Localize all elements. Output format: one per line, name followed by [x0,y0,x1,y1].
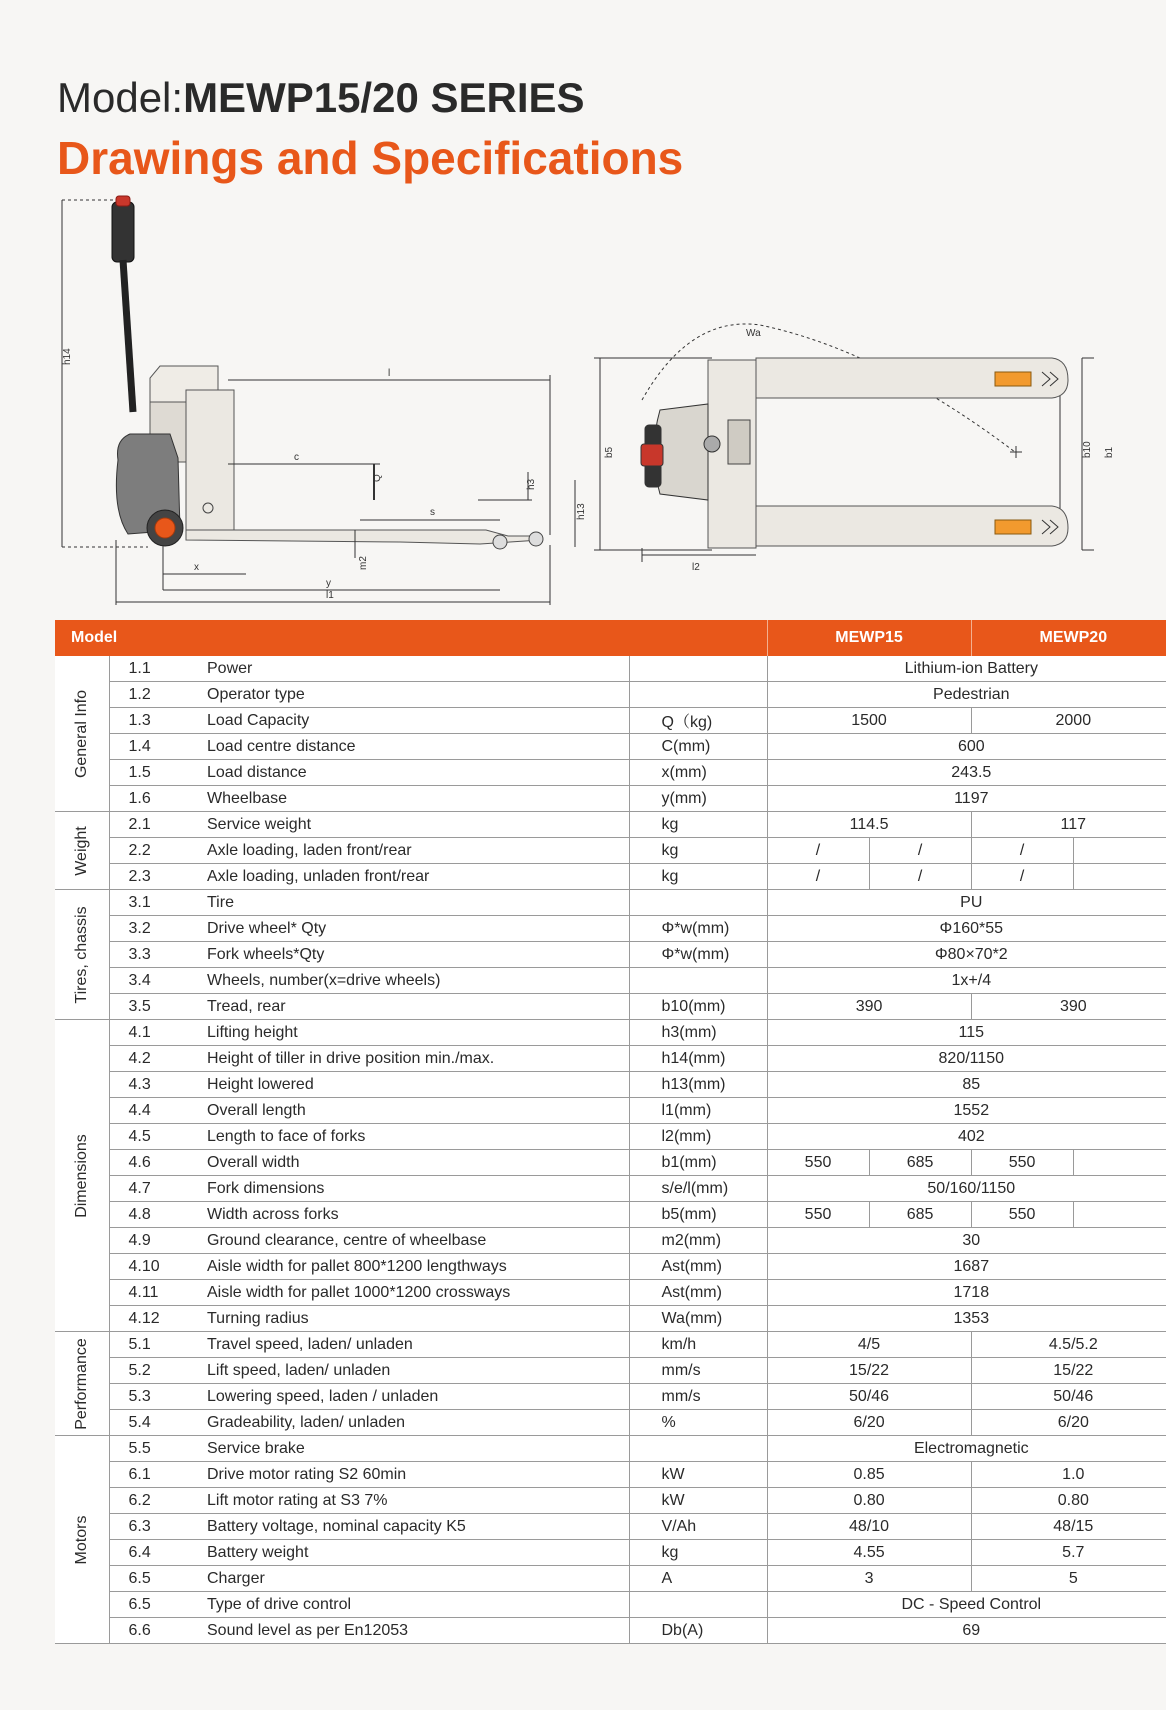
row-item: Turning radius [207,1306,629,1332]
row-number: 1.3 [109,708,207,734]
row-value: / [869,838,971,864]
row-value: 15/22 [767,1358,971,1384]
group-label-text: Performance [72,1337,90,1430]
row-unit: km/h [629,1332,767,1358]
row-item: Service weight [207,812,629,838]
row-unit: h13(mm) [629,1072,767,1098]
row-unit: Φ*w(mm) [629,916,767,942]
spec-row [55,1566,1166,1592]
row-number: 4.7 [109,1176,207,1202]
row-value: 1687 [767,1254,1166,1280]
spec-row [55,682,1166,708]
row-value [1073,838,1166,864]
row-item: Axle loading, laden front/rear [207,838,629,864]
row-value: 114.5 [767,812,971,838]
row-unit: kg [629,1540,767,1566]
spec-row [55,1306,1166,1332]
group-label-text: Tires, chassis [72,905,90,1004]
page-header [57,72,683,186]
side-view-drawing [62,196,575,605]
row-number: 3.1 [109,890,207,916]
row-unit: Db(A) [629,1618,767,1644]
group-label-text: General Info [72,689,90,778]
row-value: Electromagnetic [767,1436,1166,1462]
row-number: 6.2 [109,1488,207,1514]
row-item: Lift motor rating at S3 7% [207,1488,629,1514]
row-value [1073,1202,1166,1228]
spec-row [55,1540,1166,1566]
row-unit: l1(mm) [629,1098,767,1124]
row-item: Service brake [207,1436,629,1462]
spec-row [55,734,1166,760]
label-b10: b10 [1082,441,1093,458]
row-unit: Ast(mm) [629,1254,767,1280]
row-value: 1500 [767,708,971,734]
row-value: 50/46 [767,1384,971,1410]
row-item: Overall width [207,1150,629,1176]
row-item: Load centre distance [207,734,629,760]
row-item: Fork dimensions [207,1176,629,1202]
label-h13: h13 [576,503,587,520]
row-number: 6.5 [109,1592,207,1618]
row-value: 1.0 [971,1462,1166,1488]
spec-row [55,1592,1166,1618]
row-item: Aisle width for pallet 800*1200 lengthways [207,1254,629,1280]
row-item: Axle loading, unladen front/rear [207,864,629,890]
row-number: 4.3 [109,1072,207,1098]
row-unit: % [629,1410,767,1436]
row-unit: kg [629,838,767,864]
row-item: Tire [207,890,629,916]
row-unit: Q（kg) [629,708,767,734]
row-item: Tread, rear [207,994,629,1020]
row-unit: A [629,1566,767,1592]
row-item: Battery voltage, nominal capacity K5 [207,1514,629,1540]
row-unit: b1(mm) [629,1150,767,1176]
row-item: Wheels, number(x=drive wheels) [207,968,629,994]
header-model: Model [55,620,767,656]
spec-row [55,942,1166,968]
row-unit: kW [629,1462,767,1488]
spec-row [55,1202,1166,1228]
row-value: 69 [767,1618,1166,1644]
spec-row [55,1410,1166,1436]
spec-row [55,1436,1166,1462]
row-item: Load distance [207,760,629,786]
spec-row [55,1020,1166,1046]
spec-row [55,1254,1166,1280]
header-mewp20: MEWP20 [971,620,1166,656]
group-label-text: Motors [72,1515,90,1564]
label-y: y [326,578,331,589]
row-item: Type of drive control [207,1592,629,1618]
row-unit: kg [629,864,767,890]
spec-row [55,968,1166,994]
row-value: 820/1150 [767,1046,1166,1072]
row-item: Aisle width for pallet 1000*1200 crossways [207,1280,629,1306]
row-value: 243.5 [767,760,1166,786]
row-number: 4.10 [109,1254,207,1280]
header-mewp15: MEWP15 [767,620,971,656]
spec-row [55,864,1166,890]
row-value: 117 [971,812,1166,838]
row-number: 4.11 [109,1280,207,1306]
row-unit [629,890,767,916]
row-item: Travel speed, laden/ unladen [207,1332,629,1358]
group-label [55,656,109,812]
row-number: 4.1 [109,1020,207,1046]
row-number: 4.5 [109,1124,207,1150]
page-title [57,72,683,124]
spec-row [55,1176,1166,1202]
model-name: MEWP15/20 SERIES [183,74,585,121]
row-number: 3.2 [109,916,207,942]
row-item: Power [207,656,629,682]
label-h3: h3 [526,478,537,490]
row-item: Wheelbase [207,786,629,812]
row-unit: V/Ah [629,1514,767,1540]
row-value: PU [767,890,1166,916]
label-x: x [194,562,199,573]
row-number: 6.1 [109,1462,207,1488]
row-unit: b10(mm) [629,994,767,1020]
group-label [55,890,109,1020]
row-value: 390 [767,994,971,1020]
row-number: 5.2 [109,1358,207,1384]
row-unit: b5(mm) [629,1202,767,1228]
label-s: s [430,507,435,518]
row-unit [629,682,767,708]
label-l: l [388,368,391,379]
row-number: 1.2 [109,682,207,708]
row-value: 3 [767,1566,971,1592]
row-value: 600 [767,734,1166,760]
row-item: Height of tiller in drive position min./max. [207,1046,629,1072]
spec-row [55,812,1166,838]
row-item: Length to face of forks [207,1124,629,1150]
row-unit: Φ*w(mm) [629,942,767,968]
row-unit: C(mm) [629,734,767,760]
row-item: Height lowered [207,1072,629,1098]
label-l1: l1 [326,590,334,601]
row-item: Lift speed, laden/ unladen [207,1358,629,1384]
row-number: 4.12 [109,1306,207,1332]
row-value: Lithium-ion Battery [767,656,1166,682]
spec-row [55,1098,1166,1124]
label-q: Q [372,474,383,482]
label-wa: Wa [746,328,761,339]
label-m2: m2 [358,556,369,570]
model-prefix: Model: [57,74,184,121]
row-number: 5.3 [109,1384,207,1410]
spec-row [55,1280,1166,1306]
row-value: 2000 [971,708,1166,734]
row-unit: x(mm) [629,760,767,786]
spec-row [55,1358,1166,1384]
row-unit: kW [629,1488,767,1514]
spec-row [55,1384,1166,1410]
row-item: Operator type [207,682,629,708]
group-label [55,1020,109,1332]
row-value: / [971,864,1073,890]
row-item: Ground clearance, centre of wheelbase [207,1228,629,1254]
row-value: 4/5 [767,1332,971,1358]
spec-row [55,1332,1166,1358]
spec-row [55,786,1166,812]
spec-row [55,1150,1166,1176]
spec-row [55,1514,1166,1540]
spec-row [55,760,1166,786]
row-number: 4.8 [109,1202,207,1228]
row-value: 0.80 [767,1488,971,1514]
row-unit: l2(mm) [629,1124,767,1150]
spec-table [55,620,1166,1644]
row-value: 30 [767,1228,1166,1254]
spec-row [55,1124,1166,1150]
row-number: 1.1 [109,656,207,682]
spec-row [55,656,1166,682]
row-value: 550 [971,1150,1073,1176]
row-item: Lifting height [207,1020,629,1046]
row-value: 6/20 [767,1410,971,1436]
spec-row [55,838,1166,864]
top-view-drawing [594,324,1094,562]
spec-row [55,994,1166,1020]
row-number: 4.4 [109,1098,207,1124]
row-value: Φ80×70*2 [767,942,1166,968]
row-item: Drive motor rating S2 60min [207,1462,629,1488]
row-value: 85 [767,1072,1166,1098]
row-number: 3.5 [109,994,207,1020]
row-value: 685 [869,1150,971,1176]
row-value: 6/20 [971,1410,1166,1436]
label-h14: h14 [62,348,73,365]
row-value: 0.85 [767,1462,971,1488]
row-value: 1197 [767,786,1166,812]
row-item: Fork wheels*Qty [207,942,629,968]
row-item: Charger [207,1566,629,1592]
page-subtitle: Drawings and Specifications [57,132,684,184]
group-label [55,1332,109,1436]
spec-row [55,1072,1166,1098]
row-number: 4.6 [109,1150,207,1176]
row-value: 402 [767,1124,1166,1150]
row-number: 6.3 [109,1514,207,1540]
row-unit [629,1592,767,1618]
spec-row [55,708,1166,734]
label-b5: b5 [604,446,615,458]
row-value: 1552 [767,1098,1166,1124]
row-number: 1.4 [109,734,207,760]
row-unit: mm/s [629,1384,767,1410]
row-number: 2.3 [109,864,207,890]
row-item: Battery weight [207,1540,629,1566]
row-unit [629,968,767,994]
spec-row [55,1618,1166,1644]
row-value: 0.80 [971,1488,1166,1514]
spec-row [55,890,1166,916]
row-value: / [971,838,1073,864]
row-value [1073,1150,1166,1176]
row-number: 5.5 [109,1436,207,1462]
row-value: 115 [767,1020,1166,1046]
row-unit: Wa(mm) [629,1306,767,1332]
row-number: 6.6 [109,1618,207,1644]
row-unit: h14(mm) [629,1046,767,1072]
row-value: / [767,838,869,864]
row-number: 2.2 [109,838,207,864]
row-unit [629,656,767,682]
row-unit [629,1436,767,1462]
row-value: 50/160/1150 [767,1176,1166,1202]
technical-drawing [0,190,1166,610]
row-item: Drive wheel* Qty [207,916,629,942]
row-value: 550 [971,1202,1073,1228]
spec-table-body [55,656,1166,1644]
row-unit: s/e/l(mm) [629,1176,767,1202]
row-value [1073,864,1166,890]
row-unit: kg [629,812,767,838]
label-c: c [294,452,299,463]
row-item: Sound level as per En12053 [207,1618,629,1644]
row-value: 1353 [767,1306,1166,1332]
row-number: 4.9 [109,1228,207,1254]
row-unit: Ast(mm) [629,1280,767,1306]
spec-row [55,916,1166,942]
row-value: 685 [869,1202,971,1228]
row-value: Φ160*55 [767,916,1166,942]
row-value: 48/15 [971,1514,1166,1540]
row-value: 1718 [767,1280,1166,1306]
row-value: 4.55 [767,1540,971,1566]
group-label [55,1436,109,1644]
row-number: 6.5 [109,1566,207,1592]
row-unit: y(mm) [629,786,767,812]
group-label-text: Weight [72,825,90,876]
row-item: Load Capacity [207,708,629,734]
row-number: 1.5 [109,760,207,786]
row-item: Overall length [207,1098,629,1124]
row-value: 5 [971,1566,1166,1592]
row-value: 5.7 [971,1540,1166,1566]
row-value: 50/46 [971,1384,1166,1410]
group-label-text: Dimensions [72,1133,90,1218]
group-label [55,812,109,890]
row-item: Lowering speed, laden / unladen [207,1384,629,1410]
row-value: 4.5/5.2 [971,1332,1166,1358]
spec-row [55,1046,1166,1072]
row-number: 5.1 [109,1332,207,1358]
row-unit: mm/s [629,1358,767,1384]
row-number: 3.3 [109,942,207,968]
row-value: 550 [767,1202,869,1228]
row-number: 6.4 [109,1540,207,1566]
row-unit: m2(mm) [629,1228,767,1254]
row-value: 48/10 [767,1514,971,1540]
row-value: / [767,864,869,890]
spec-table-header [55,620,1166,656]
row-value: Pedestrian [767,682,1166,708]
row-item: Width across forks [207,1202,629,1228]
row-value: 1x+/4 [767,968,1166,994]
row-value: DC - Speed Control [767,1592,1166,1618]
row-number: 5.4 [109,1410,207,1436]
row-value: / [869,864,971,890]
spec-row [55,1462,1166,1488]
row-value: 390 [971,994,1166,1020]
row-number: 1.6 [109,786,207,812]
row-number: 2.1 [109,812,207,838]
row-number: 4.2 [109,1046,207,1072]
label-l2: l2 [692,562,700,573]
spec-row [55,1488,1166,1514]
row-value: 550 [767,1150,869,1176]
row-unit: h3(mm) [629,1020,767,1046]
label-b1: b1 [1104,446,1115,458]
spec-row [55,1228,1166,1254]
row-value: 15/22 [971,1358,1166,1384]
row-number: 3.4 [109,968,207,994]
row-item: Gradeability, laden/ unladen [207,1410,629,1436]
